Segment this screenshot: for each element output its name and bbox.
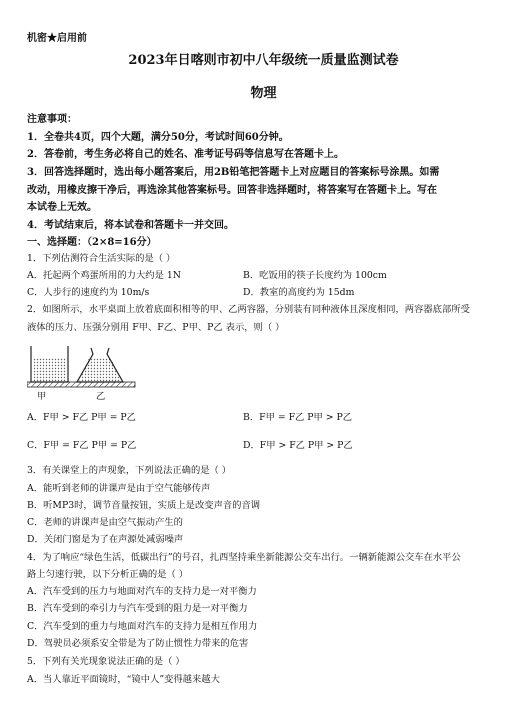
option-d: D．教室的高度约为 15dm — [243, 287, 355, 298]
notes-item: 3．回答选择题时，选出每小题答案后，用2B铅笔把答题卡上对应题目的答案标号涂黑。如需 — [27, 167, 440, 178]
option-a: A．托起两个鸡蛋所用的力大约是 1N — [27, 270, 181, 281]
container-jia — [31, 346, 68, 382]
question-stem: 路上匀速行驶，以下分析正确的是（ ） — [27, 569, 189, 580]
notes-heading: 注意事项： — [27, 114, 77, 125]
option-c: C．老师的讲课声是由空气振动产生的 — [27, 517, 183, 528]
figure-label-yi: 乙 — [96, 391, 106, 402]
notes-item: 本试卷上无效。 — [27, 202, 97, 213]
question-stem: 5．下列有关光现象说法正确的是（ ） — [27, 656, 185, 667]
option-a: A．F甲 > F乙 P甲 = P乙 — [27, 412, 136, 423]
option-d: D．F甲 > F乙 P甲 > P乙 — [243, 440, 353, 451]
question-stem: 3．有关课堂上的声现象，下列说法正确的是（ ） — [27, 465, 232, 476]
option-b: B．吃饭用的筷子长度约为 100cm — [243, 270, 387, 281]
question-stem: 2．如图所示，水平桌面上放着底面积相等的甲、乙两容器，分别装有同种液体且深度相同，两容器底部所受 — [27, 304, 470, 315]
confidential-label: 机密★启用前 — [27, 33, 87, 44]
subject-title: 物理 — [250, 86, 277, 101]
section-title: 一、选择题：（2×8=16分） — [27, 237, 157, 248]
question-stem: 液体的压力、压强分别用 F甲、F乙、P甲、P乙 表示，则（ ） — [27, 322, 285, 333]
notes-item: 4．考试结束后，将本试卷和答题卡一并交回。 — [27, 220, 234, 231]
option-a: A．当人靠近平面镜时，“镜中人”变得越来越大 — [27, 674, 220, 685]
figure-label-jia: 甲 — [37, 391, 47, 402]
question-stem: 4．为了响应“绿色生活，低碳出行”的号召，扎西坚持乘坐新能源公交车出行。一辆新能源公交车在水平公 — [27, 552, 461, 563]
exam-title: 2023年日喀则市初中八年级统一质量监测试卷 — [128, 53, 399, 68]
option-c: C．人步行的速度约为 10m/s — [27, 287, 150, 298]
option-c: C．汽车受到的重力与地面对汽车的支持力是相互作用力 — [27, 621, 258, 632]
option-b: B．听MP3时，调节音量按钮，实质上是改变声音的音调 — [27, 500, 261, 511]
notes-item: 1．全卷共4页，四个大题，满分50分，考试时间60分钟。 — [27, 132, 289, 143]
option-d: D．关闭门窗是为了在声源处减弱噪声 — [27, 534, 184, 545]
option-b: B．汽车受到的牵引力与汽车受到的阻力是一对平衡力 — [27, 603, 248, 614]
option-d: D．驾驶员必须系安全带是为了防止惯性力带来的危害 — [27, 638, 249, 649]
option-c: C．F甲 = F乙 P甲 = P乙 — [27, 440, 137, 451]
question-stem: 1．下列估测符合生活实际的是（ ） — [27, 253, 176, 264]
option-b: B．F甲 = F乙 P甲 > P乙 — [243, 412, 353, 423]
option-a: A．能听到老师的讲课声是由于空气能够传声 — [27, 483, 211, 494]
notes-item: 改动，用橡皮擦干净后，再选涂其他答案标号。回答非选择题时，将答案写在答题卡上。写在 — [27, 185, 437, 196]
option-a: A．汽车受到的压力与地面对汽车的支持力是一对平衡力 — [27, 586, 257, 597]
container-yi — [77, 348, 123, 382]
notes-item: 2．答卷前，考生务必将自己的姓名、准考证号码等信息写在答题卡上。 — [27, 149, 344, 160]
